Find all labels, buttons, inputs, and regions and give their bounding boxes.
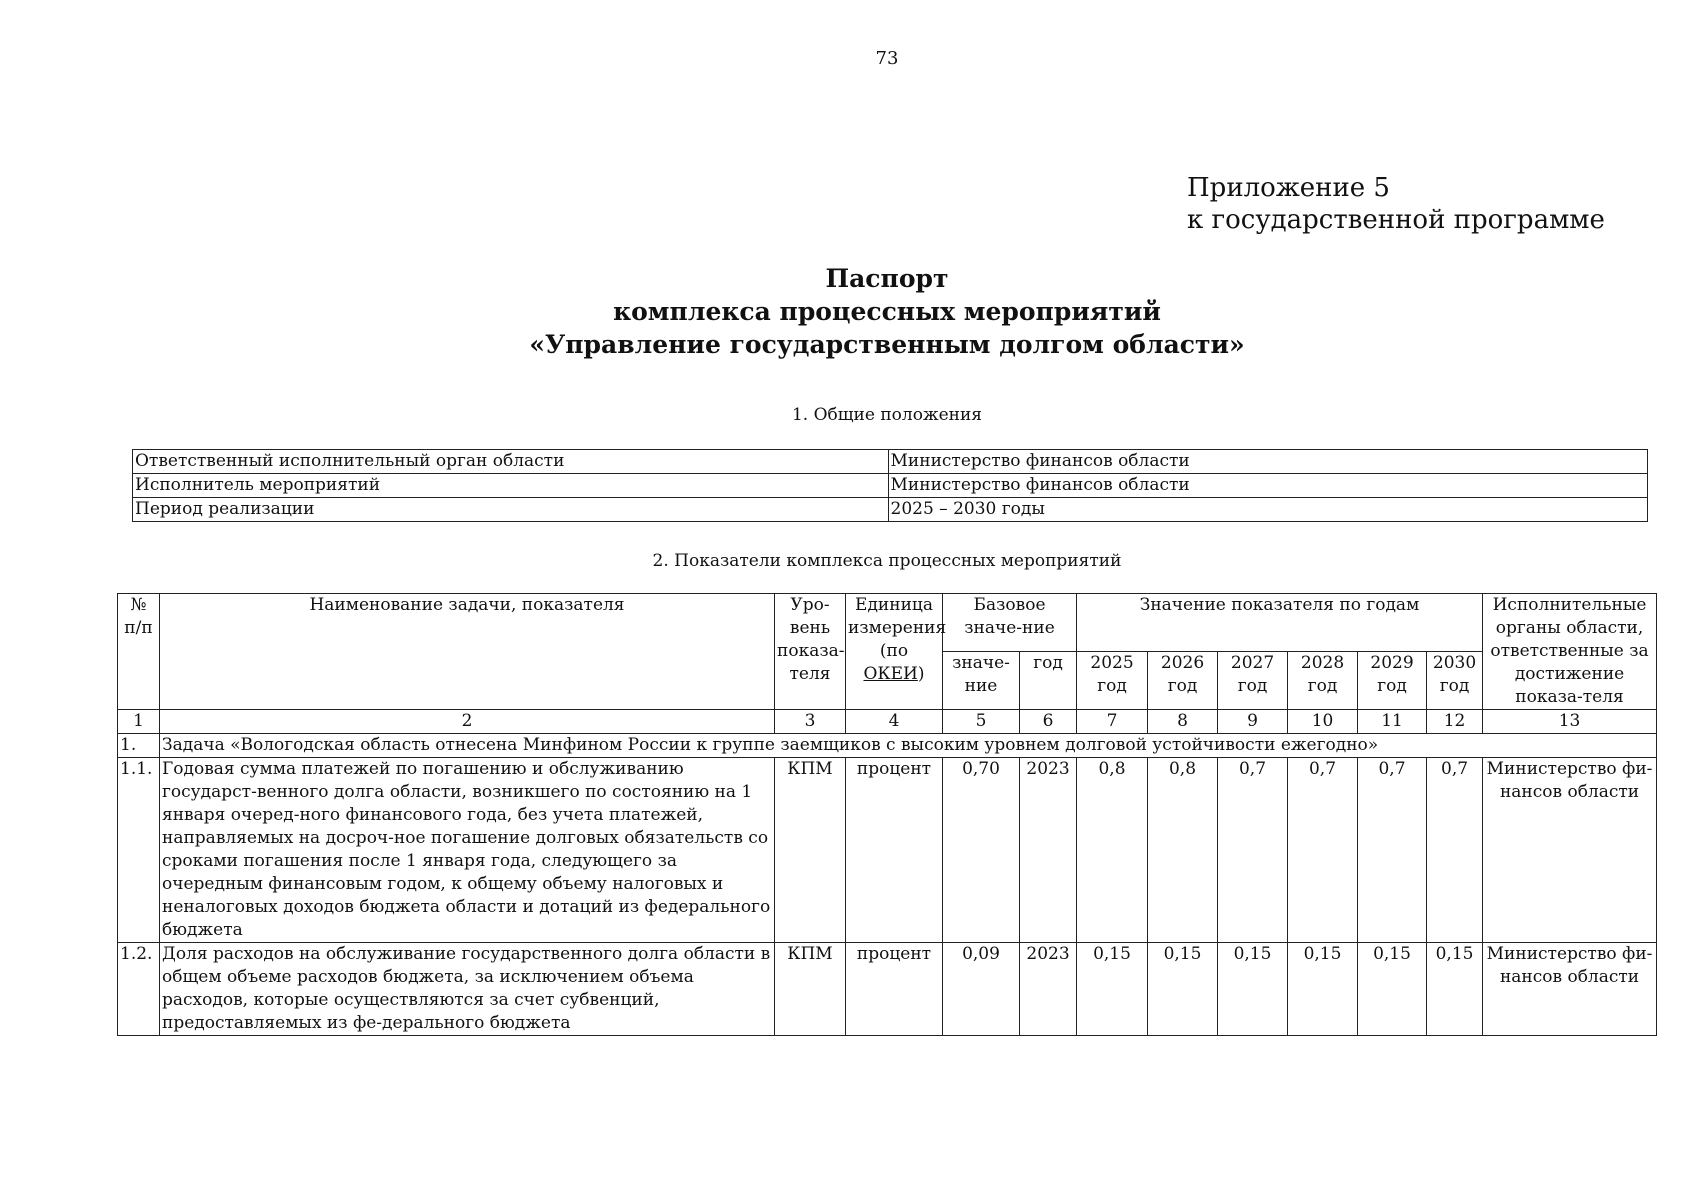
indicator-unit: процент: [846, 943, 943, 1036]
section-1-heading: 1. Общие положения: [791, 405, 983, 425]
indicator-level: КПМ: [775, 758, 846, 943]
title-line-1: Паспорт: [825, 264, 949, 293]
appendix-note: [1187, 172, 1605, 236]
header-year: 2028 год: [1288, 652, 1358, 710]
row-value: 2025 – 2030 годы: [888, 498, 1648, 522]
indicator-value-2025: 0,8: [1077, 758, 1148, 943]
header-base: Базовое значе-ние: [943, 594, 1077, 652]
header-year: 2026 год: [1148, 652, 1218, 710]
indicator-value-2029: 0,7: [1358, 758, 1427, 943]
column-number: 13: [1483, 710, 1657, 734]
column-number: 10: [1288, 710, 1358, 734]
indicator-value-2030: 0,7: [1427, 758, 1483, 943]
header-base-year: год: [1020, 652, 1077, 710]
header-responsible: Исполнительные органы области, ответственные за достижение показа-теля: [1483, 594, 1657, 710]
header-year: 2029 год: [1358, 652, 1427, 710]
indicator-value-2025: 0,15: [1077, 943, 1148, 1036]
indicator-value-2030: 0,15: [1427, 943, 1483, 1036]
header-row-1: [118, 594, 1657, 652]
column-number: 9: [1218, 710, 1288, 734]
column-number: 4: [846, 710, 943, 734]
table-row: [118, 758, 1657, 943]
column-number: 11: [1358, 710, 1427, 734]
indicator-value-2028: 0,7: [1288, 758, 1358, 943]
column-number: 2: [160, 710, 775, 734]
indicator-responsible: Министерство фи-нансов области: [1483, 758, 1657, 943]
column-number: 1: [118, 710, 160, 734]
header-name: Наименование задачи, показателя: [160, 594, 775, 710]
table-row: [118, 943, 1657, 1036]
general-info-table: [132, 449, 1648, 522]
document-title: [0, 262, 1697, 361]
indicator-responsible: Министерство фи-нансов области: [1483, 943, 1657, 1036]
table-row: [133, 498, 1648, 522]
column-number: 3: [775, 710, 846, 734]
header-level: Уро-вень показа-теля: [775, 594, 846, 710]
header-by-years: Значение показателя по годам: [1077, 594, 1483, 652]
indicator-unit: процент: [846, 758, 943, 943]
task-row: [118, 734, 1657, 758]
indicator-num: 1.1.: [118, 758, 160, 943]
section-2-heading: 2. Показатели комплекса процессных мероприятий: [652, 551, 1122, 571]
task-num: 1.: [118, 734, 160, 758]
header-unit: [846, 594, 947, 710]
unit-prefix: Единица измерения (по: [848, 595, 947, 661]
column-number: 12: [1427, 710, 1483, 734]
title-line-2: комплекса процессных мероприятий: [613, 297, 1161, 326]
header-year: 2025 год: [1077, 652, 1148, 710]
table-row: [133, 450, 1648, 474]
header-num: № п/п: [118, 594, 160, 710]
header-base-value: значе-ние: [943, 652, 1020, 710]
unit-suffix: ): [917, 664, 925, 684]
page-number: 73: [875, 48, 899, 69]
row-label: Исполнитель мероприятий: [133, 474, 889, 498]
column-number: 7: [1077, 710, 1148, 734]
indicator-value-2026: 0,8: [1148, 758, 1218, 943]
indicator-name: Доля расходов на обслуживание государственного долга области в общем объеме расходов бюджета, за исключением объема расходов, которые осуществляются за счет субвенций, предоставляемых из фе-дерального бюджета: [160, 943, 775, 1036]
indicator-value-2026: 0,15: [1148, 943, 1218, 1036]
table-row: [133, 474, 1648, 498]
indicators-table: [117, 593, 1657, 1036]
okei-link: ОКЕИ: [863, 664, 918, 684]
row-value: Министерство финансов области: [888, 450, 1648, 474]
header-year: 2027 год: [1218, 652, 1288, 710]
column-number: 5: [943, 710, 1020, 734]
appendix-line-1: Приложение 5: [1187, 173, 1390, 203]
row-label: Период реализации: [133, 498, 889, 522]
indicator-name: Годовая сумма платежей по погашению и обслуживанию государст-венного долга области, возникшего по состоянию на 1 января очеред-ного финансового года, без учета платежей, направляемых на досроч-ное погашение долговых обязательств со сроками погашения после 1 января года, следующего за очередным финансовым годом, к общему объему налоговых и неналоговых доходов бюджета области и дотаций из федерального бюджета: [160, 758, 775, 943]
title-line-3: «Управление государственным долгом области»: [529, 330, 1245, 359]
indicator-value-2028: 0,15: [1288, 943, 1358, 1036]
indicator-value-2027: 0,15: [1218, 943, 1288, 1036]
column-number: 6: [1020, 710, 1077, 734]
indicator-base-value: 0,09: [943, 943, 1020, 1036]
indicator-base-value: 0,70: [943, 758, 1020, 943]
row-value: Министерство финансов области: [888, 474, 1648, 498]
appendix-line-2: к государственной программе: [1187, 205, 1605, 235]
indicator-base-year: 2023: [1020, 943, 1077, 1036]
indicator-level: КПМ: [775, 943, 846, 1036]
column-number: 8: [1148, 710, 1218, 734]
column-numbers-row: [118, 710, 1657, 734]
indicator-value-2027: 0,7: [1218, 758, 1288, 943]
task-text: Задача «Вологодская область отнесена Минфином России к группе заемщиков с высоким уровнем долговой устойчивости ежегодно»: [160, 734, 1657, 758]
indicator-value-2029: 0,15: [1358, 943, 1427, 1036]
row-label: Ответственный исполнительный орган области: [133, 450, 889, 474]
header-year: 2030 год: [1427, 652, 1483, 710]
indicator-base-year: 2023: [1020, 758, 1077, 943]
indicator-num: 1.2.: [118, 943, 160, 1036]
